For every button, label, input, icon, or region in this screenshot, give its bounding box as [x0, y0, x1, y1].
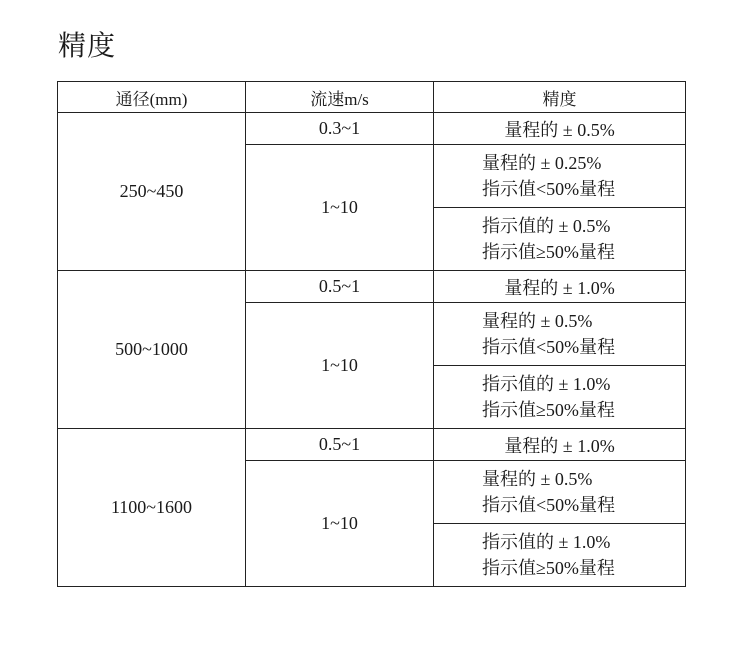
accuracy-condition: 指示值≥50%量程 [482, 558, 615, 578]
table-row [58, 271, 686, 303]
speed-cell: 1~10 [246, 303, 434, 429]
accuracy-line: 量程的 ± 0.5% [482, 311, 593, 331]
accuracy-cell: 量程的 ± 1.0% [434, 429, 686, 461]
speed-cell: 0.5~1 [246, 429, 434, 461]
diameter-cell: 500~1000 [58, 271, 246, 429]
page-title: 精度 [58, 29, 117, 62]
speed-cell: 1~10 [246, 461, 434, 587]
accuracy-cell: 量程的 ± 1.0% [434, 271, 686, 303]
speed-cell: 0.5~1 [246, 271, 434, 303]
accuracy-cell [434, 461, 686, 524]
accuracy-condition: 指示值<50%量程 [482, 179, 616, 199]
accuracy-cell [434, 303, 686, 366]
header-accuracy: 精度 [434, 82, 686, 113]
table-row [58, 429, 686, 461]
diameter-cell: 1100~1600 [58, 429, 246, 587]
speed-cell: 1~10 [246, 145, 434, 271]
table-row [58, 113, 686, 145]
accuracy-line: 指示值的 ± 0.5% [482, 216, 611, 236]
accuracy-cell [434, 524, 686, 587]
header-flow-speed: 流速m/s [246, 82, 434, 113]
accuracy-line: 指示值的 ± 1.0% [482, 374, 611, 394]
accuracy-cell: 量程的 ± 0.5% [434, 113, 686, 145]
accuracy-line: 指示值的 ± 1.0% [482, 532, 611, 552]
diameter-cell: 250~450 [58, 113, 246, 271]
table-header-row [58, 82, 686, 113]
accuracy-cell [434, 366, 686, 429]
speed-cell: 0.3~1 [246, 113, 434, 145]
accuracy-line: 量程的 ± 0.5% [482, 469, 593, 489]
accuracy-cell [434, 208, 686, 271]
accuracy-cell [434, 145, 686, 208]
header-diameter: 通径(mm) [58, 82, 246, 113]
accuracy-condition: 指示值≥50%量程 [482, 242, 615, 262]
accuracy-table [57, 81, 686, 587]
accuracy-condition: 指示值<50%量程 [482, 495, 616, 515]
accuracy-condition: 指示值<50%量程 [482, 337, 616, 357]
accuracy-condition: 指示值≥50%量程 [482, 400, 615, 420]
accuracy-line: 量程的 ± 0.25% [482, 153, 602, 173]
